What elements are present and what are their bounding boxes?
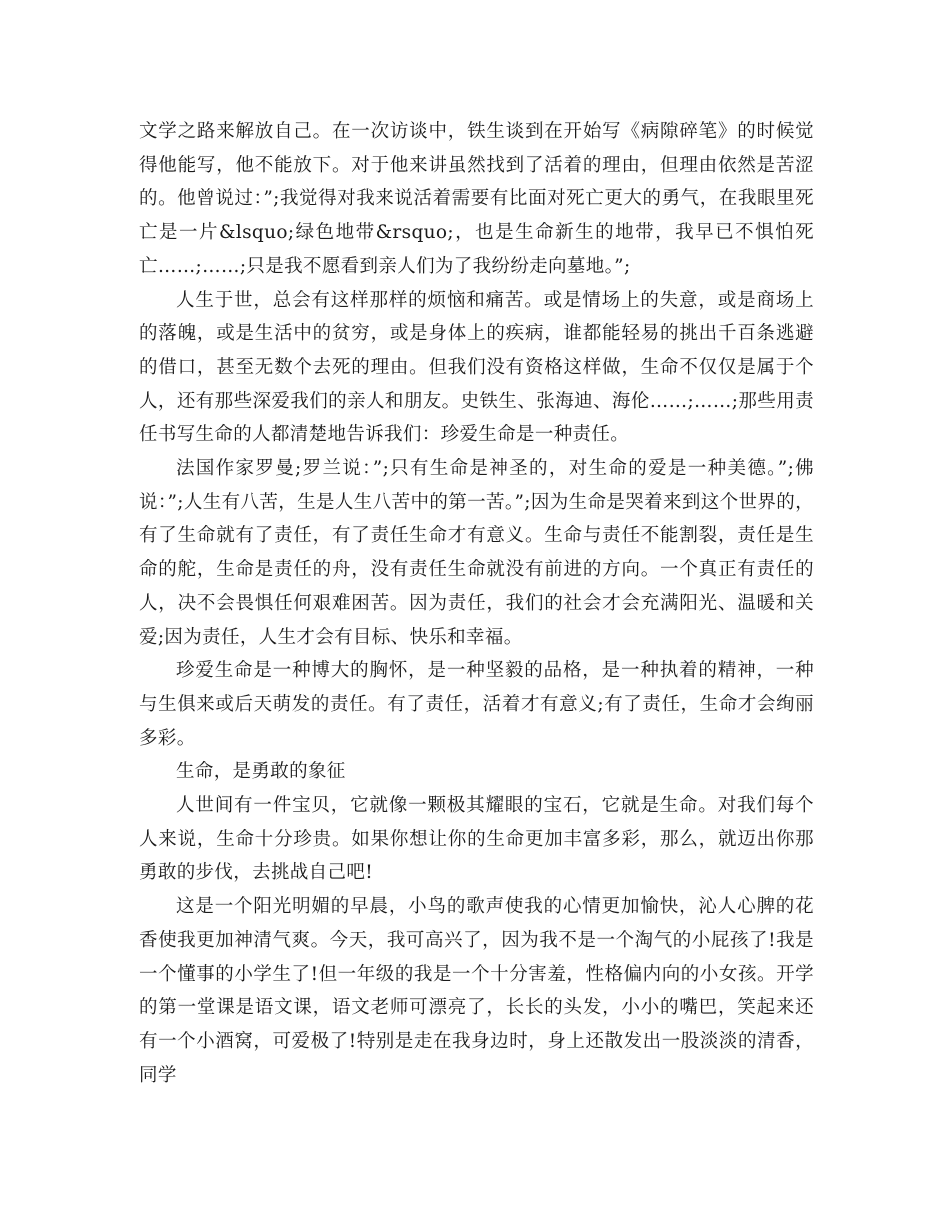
- paragraph-1: 文学之路来解放自己。在一次访谈中，铁生谈到在开始写《病隙碎笔》的时候觉得他能写，他不能放下。对于他来讲虽然找到了活着的理由，但理由依然是苦涩的。他曾说过：”;我觉得对我来说活着需要有比面对死亡更大的勇气，在我眼里死亡是一片&lsquo;绿色地带&rsquo;，也是生命新生的地带，我早已不惧怕死亡……;……;只是我不愿看到亲人们为了我纷纷走向墓地。”;: [139, 121, 814, 277]
- document-body: [139, 115, 814, 1092]
- section-heading: 生命，是勇敢的象征: [176, 761, 346, 783]
- paragraph-4: 珍爱生命是一种博大的胸怀，是一种坚毅的品格，是一种执着的精神，一种与生俱来或后天萌发的责任。有了责任，活着才有意义;有了责任，生命才会绚丽多彩。: [139, 660, 814, 749]
- paragraph-2: 人生于世，总会有这样那样的烦恼和痛苦。或是情场上的失意，或是商场上的落魄，或是生活中的贫穷，或是身体上的疾病，谁都能轻易的挑出千百条逃避的借口，甚至无数个去死的理由。但我们没有资格这样做，生命不仅仅是属于个人，还有那些深爱我们的亲人和朋友。史铁生、张海迪、海伦……;……;那些用责任书写生命的人都清楚地告诉我们：珍爱生命是一种责任。: [139, 289, 814, 446]
- paragraph-5: 人世间有一件宝贝，它就像一颗极其耀眼的宝石，它就是生命。对我们每个人来说，生命十分珍贵。如果你想让你的生命更加丰富多彩，那么，就迈出你那勇敢的步伐，去挑战自己吧!: [139, 795, 814, 884]
- paragraph-6: 这是一个阳光明媚的早晨，小鸟的歌声使我的心情更加愉快，沁人心脾的花香使我更加神清气爽。今天，我可高兴了，因为我不是一个淘气的小屁孩了!我是一个懂事的小学生了!但一年级的我是一个十分害羞，性格偏内向的小女孩。开学的第一堂课是语文课，语文老师可漂亮了，长长的头发，小小的嘴巴，笑起来还有一个小酒窝，可爱极了!特别是走在我身边时，身上还散发出一股淡淡的清香，同学: [139, 896, 814, 1086]
- paragraph-3: 法国作家罗曼;罗兰说：”;只有生命是神圣的，对生命的爱是一种美德。”;佛说：”;人生有八苦，生是人生八苦中的第一苦。”;因为生命是哭着来到这个世界的，有了生命就有了责任，有了责任生命才有意义。生命与责任不能割裂，责任是生命的舵，生命是责任的舟，没有责任生命就没有前进的方向。一个真正有责任的人，决不会畏惧任何艰难困苦。因为责任，我们的社会才会充满阳光、温暖和关爱;因为责任，人生才会有目标、快乐和幸福。: [139, 458, 814, 648]
